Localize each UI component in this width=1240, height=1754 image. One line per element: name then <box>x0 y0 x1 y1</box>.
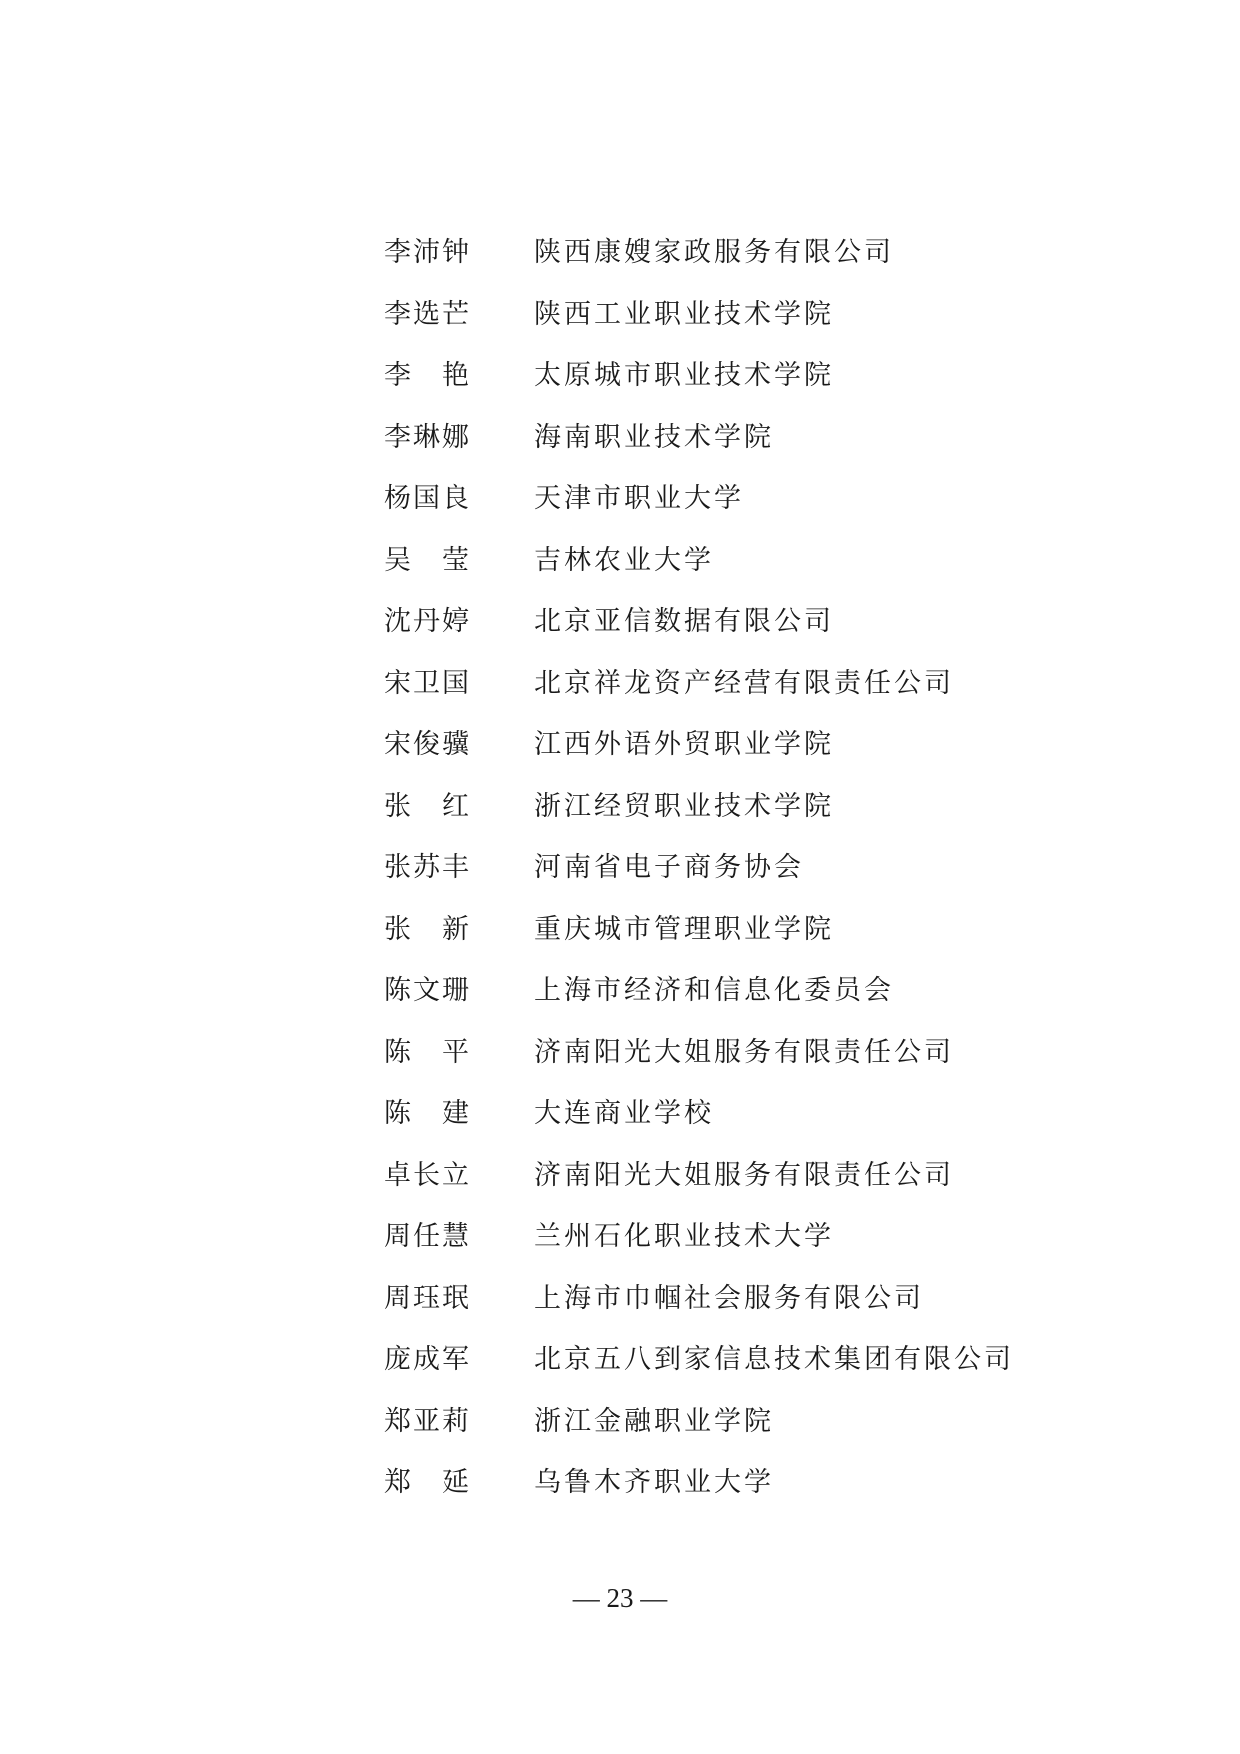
organization-name: 江西外语外贸职业学院 <box>534 729 834 761</box>
person-name: 李琳娜 <box>384 421 471 453</box>
organization-name: 太原城市职业技术学院 <box>534 360 834 392</box>
organization-name: 济南阳光大姐服务有限责任公司 <box>534 1159 954 1191</box>
person-name: 陈文珊 <box>384 975 471 1007</box>
person-name: 郑亚莉 <box>384 1405 471 1437</box>
list-item <box>384 776 1064 838</box>
organization-name: 海南职业技术学院 <box>534 421 774 453</box>
organization-name: 上海市巾帼社会服务有限公司 <box>534 1282 924 1314</box>
person-name: 庞成军 <box>384 1344 471 1376</box>
organization-name: 重庆城市管理职业学院 <box>534 913 834 945</box>
organization-name: 浙江金融职业学院 <box>534 1405 774 1437</box>
person-name: 陈 平 <box>384 1036 471 1068</box>
organization-name: 大连商业学校 <box>534 1098 714 1130</box>
person-name: 吴 莹 <box>384 544 471 576</box>
list-item <box>384 468 1064 530</box>
organization-name: 天津市职业大学 <box>534 483 744 515</box>
list-item <box>384 1022 1064 1084</box>
list-item <box>384 714 1064 776</box>
person-name: 李沛钟 <box>384 237 471 269</box>
list-item <box>384 1329 1064 1391</box>
list-item <box>384 1145 1064 1207</box>
list-item <box>384 530 1064 592</box>
list-item <box>384 345 1064 407</box>
list-item <box>384 653 1064 715</box>
organization-name: 乌鲁木齐职业大学 <box>534 1467 774 1499</box>
organization-name: 济南阳光大姐服务有限责任公司 <box>534 1036 954 1068</box>
person-name: 卓长立 <box>384 1159 471 1191</box>
person-name: 张 新 <box>384 913 471 945</box>
person-name: 郑 延 <box>384 1467 471 1499</box>
list-item <box>384 1083 1064 1145</box>
person-name: 宋俊骥 <box>384 729 471 761</box>
person-name: 张 红 <box>384 790 471 822</box>
organization-name: 陕西康嫂家政服务有限公司 <box>534 237 894 269</box>
list-item <box>384 407 1064 469</box>
list-item <box>384 1452 1064 1514</box>
organization-name: 兰州石化职业技术大学 <box>534 1221 834 1253</box>
list-item <box>384 1206 1064 1268</box>
person-name: 张苏丰 <box>384 852 471 884</box>
list-item <box>384 960 1064 1022</box>
list-item <box>384 1391 1064 1453</box>
organization-name: 上海市经济和信息化委员会 <box>534 975 894 1007</box>
person-name: 李选芒 <box>384 298 471 330</box>
organization-name: 北京祥龙资产经营有限责任公司 <box>534 667 954 699</box>
person-name: 周珏珉 <box>384 1282 471 1314</box>
list-item <box>384 899 1064 961</box>
list-item <box>384 837 1064 899</box>
organization-name: 浙江经贸职业技术学院 <box>534 790 834 822</box>
list-item <box>384 284 1064 346</box>
organization-name: 吉林农业大学 <box>534 544 714 576</box>
person-name: 周任慧 <box>384 1221 471 1253</box>
organization-name: 河南省电子商务协会 <box>534 852 804 884</box>
person-name: 李 艳 <box>384 360 471 392</box>
list-item <box>384 222 1064 284</box>
organization-name: 北京亚信数据有限公司 <box>534 606 834 638</box>
name-list <box>384 222 1064 1514</box>
person-name: 杨国良 <box>384 483 471 515</box>
page-number: — 23 — <box>572 1583 668 1613</box>
person-name: 陈 建 <box>384 1098 471 1130</box>
organization-name: 北京五八到家信息技术集团有限公司 <box>534 1344 1014 1376</box>
organization-name: 陕西工业职业技术学院 <box>534 298 834 330</box>
person-name: 宋卫国 <box>384 667 471 699</box>
list-item <box>384 591 1064 653</box>
list-item <box>384 1268 1064 1330</box>
person-name: 沈丹婷 <box>384 606 471 638</box>
